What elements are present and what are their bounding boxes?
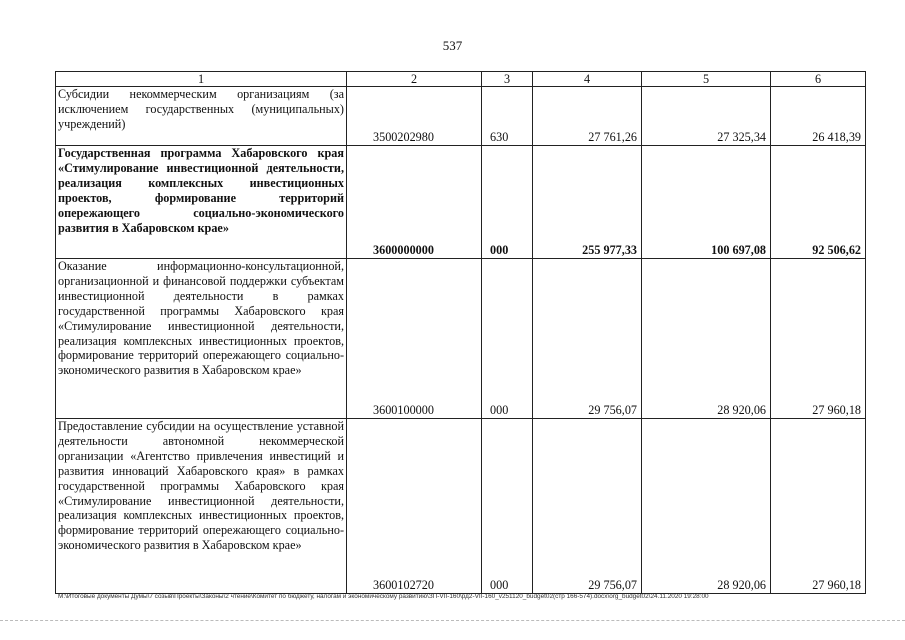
row-value-col4: 255 977,33 — [533, 146, 642, 259]
column-header: 5 — [642, 72, 771, 87]
table-row — [56, 87, 866, 146]
row-value-col5: 27 325,34 — [642, 87, 771, 146]
row-code: 3500202980 — [347, 87, 482, 146]
row-name: Оказание информационно-консультационной, организационной и финансовой поддержки субъектам инвестиционной деятельности в рамках государственной программы Хабаровского края «Стимулирование инвестиционной деятельности, реализация комплексных инвестиционных проектов, формирование территорий опережающего социально-экономического развития в Хабаровском крае» — [56, 259, 347, 419]
table-row — [56, 146, 866, 259]
table-header-row — [56, 72, 866, 87]
row-value-col6: 27 960,18 — [771, 419, 866, 594]
row-value-col5: 28 920,06 — [642, 259, 771, 419]
column-header: 2 — [347, 72, 482, 87]
row-expense-type: 000 — [482, 146, 533, 259]
row-code: 3600102720 — [347, 419, 482, 594]
page-edge-divider — [0, 620, 905, 621]
column-header: 3 — [482, 72, 533, 87]
row-code: 3600100000 — [347, 259, 482, 419]
column-header: 1 — [56, 72, 347, 87]
row-value-col4: 29 756,07 — [533, 259, 642, 419]
row-name: Субсидии некоммерческим организациям (за исключением государственных (муниципальных) учреждений) — [56, 87, 347, 146]
row-name: Государственная программа Хабаровского края «Стимулирование инвестиционной деятельности, реализация комплексных инвестиционных проектов, формирование территорий опережающего социально-экономического развития в Хабаровском крае» — [56, 146, 347, 259]
table-row — [56, 259, 866, 419]
column-header: 6 — [771, 72, 866, 87]
table-row — [56, 419, 866, 594]
row-value-col5: 100 697,08 — [642, 146, 771, 259]
row-expense-type: 630 — [482, 87, 533, 146]
row-value-col6: 26 418,39 — [771, 87, 866, 146]
page-number: 537 — [442, 38, 463, 53]
column-header: 4 — [533, 72, 642, 87]
row-expense-type: 000 — [482, 419, 533, 594]
row-value-col6: 27 960,18 — [771, 259, 866, 419]
file-path-footer: M:\Итоговые документы Думы\7 созыв\Проекты\Законы\2 чтение\Комитет по бюджету, налогам и экономическому развитию\ЗП-VII-160\рд2-VII-160_v251120_budget02(стр 166-574).docx\org_budget02\24.11.2020 19:28:00 — [58, 593, 709, 600]
row-value-col4: 29 756,07 — [533, 419, 642, 594]
row-value-col4: 27 761,26 — [533, 87, 642, 146]
budget-table — [55, 71, 866, 594]
row-name: Предоставление субсидии на осуществление уставной деятельности автономной некоммерческой организации «Агентство привлечения инвестиций и развития инноваций Хабаровского края» в рамках государственной программы Хабаровского края «Стимулирование инвестиционной деятельности, реализация комплексных инвестиционных проектов, формирование территорий опережающего социально-экономического развития в Хабаровском крае» — [56, 419, 347, 594]
row-value-col5: 28 920,06 — [642, 419, 771, 594]
row-value-col6: 92 506,62 — [771, 146, 866, 259]
row-code: 3600000000 — [347, 146, 482, 259]
row-expense-type: 000 — [482, 259, 533, 419]
